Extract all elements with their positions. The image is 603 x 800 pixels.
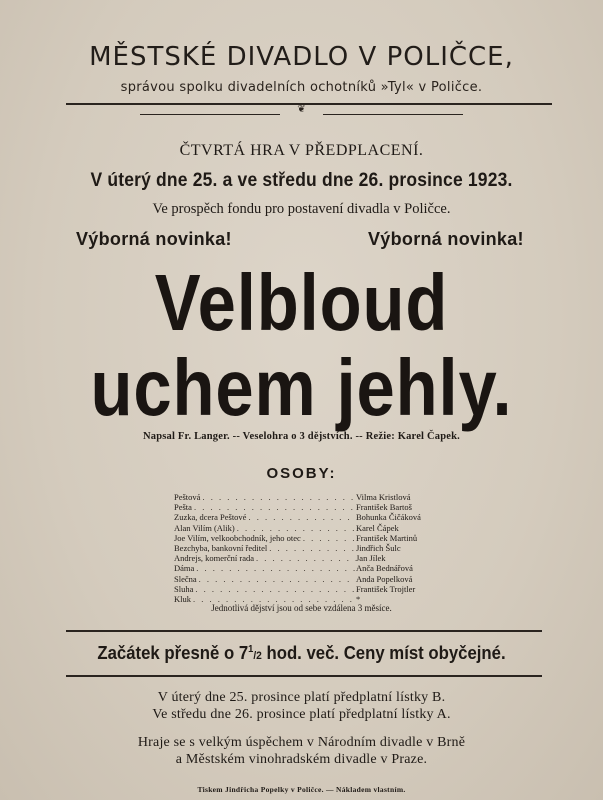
cast-leader-dots bbox=[193, 584, 356, 594]
cast-leader-dots bbox=[194, 563, 356, 573]
header-rule-right bbox=[323, 114, 463, 115]
cast-row bbox=[174, 492, 474, 502]
cast-heading: OSOBY: bbox=[266, 465, 337, 482]
cast-actor: František Bartoš bbox=[356, 502, 412, 513]
cast-actor: František Martinů bbox=[356, 532, 418, 543]
cast-actor: Anča Bednářová bbox=[356, 563, 413, 574]
cast-role: Dáma bbox=[174, 563, 195, 574]
cast-leader-dots bbox=[301, 533, 356, 543]
cast-row bbox=[174, 523, 474, 533]
cast-role: Slečna bbox=[174, 573, 197, 584]
cast-row bbox=[174, 563, 474, 573]
cast-row bbox=[174, 533, 474, 543]
cast-leader-dots bbox=[192, 502, 356, 512]
printer-imprint: Tiskem Jindřicha Popelky v Poličce. — Nákladem vlastním. bbox=[197, 785, 406, 794]
act-distance-note: Jednotlivá dějství jsou od sebe vzdálena 3 měsíce. bbox=[211, 603, 392, 613]
cast-row bbox=[174, 574, 474, 584]
start-fraction-den: /2 bbox=[253, 650, 262, 662]
cast-actor: Jan Jílek bbox=[356, 553, 386, 564]
cast-role: Zuzka, dcera Peštové bbox=[174, 512, 247, 523]
play-credits: Napsal Fr. Langer. -- Veselohra o 3 dějstvích. -- Režie: Karel Čapek. bbox=[142, 431, 460, 442]
cast-actor: Jindřich Šulc bbox=[356, 542, 401, 553]
cast-role: Kluk bbox=[174, 593, 191, 604]
series-heading: ČTVRTÁ HRA V PŘEDPLACENÍ. bbox=[179, 142, 424, 159]
cast-leader-dots bbox=[197, 574, 356, 584]
cast-actor: Karel Čápek bbox=[356, 522, 399, 533]
cast-actor: Vilma Kristlová bbox=[356, 492, 411, 502]
cast-row bbox=[174, 584, 474, 594]
start-rule-top bbox=[66, 630, 542, 632]
cast-role: Joe Vilím, velkoobchodník, jeho otec bbox=[174, 532, 301, 543]
start-text-after: hod. več. Ceny míst obyčejné. bbox=[261, 643, 506, 663]
cast-leader-dots bbox=[267, 543, 356, 553]
novelty-left: Výborná novinka! bbox=[76, 229, 232, 249]
theatre-name: MĚSTSKÉ DIVADLO V POLIČCE, bbox=[89, 42, 514, 72]
cast-leader-dots bbox=[246, 512, 356, 522]
theatre-subline: správou spolku divadelních ochotníků »Tyl« v Poličce. bbox=[120, 80, 483, 95]
success-line1: Hraje se s velkým úspěchem v Národním divadle v Brně bbox=[137, 735, 466, 750]
cast-role: Sluha bbox=[174, 583, 194, 594]
play-title-line1: Velbloud bbox=[154, 258, 449, 347]
ticket-info-line1: V úterý dne 25. prosince platí předplatní lístky B. bbox=[157, 690, 446, 705]
ornament-divider: ❦ bbox=[297, 104, 306, 115]
ticket-info-line2: Ve středu dne 26. prosince platí předplatní lístky A. bbox=[152, 707, 451, 722]
cast-leader-dots bbox=[235, 523, 356, 533]
cast-leader-dots bbox=[254, 553, 356, 563]
cast-role: Bezchyba, bankovní ředitel bbox=[174, 542, 268, 553]
cast-role: Alan Vilím (Alik) bbox=[174, 522, 235, 533]
cast-row bbox=[174, 543, 474, 553]
cast-actor: František Trojtler bbox=[356, 583, 416, 594]
cast-actor: * bbox=[356, 593, 361, 604]
start-text-before: Začátek přesně o 7 bbox=[97, 643, 249, 663]
novelty-right: Výborná novinka! bbox=[368, 229, 524, 249]
cast-role: Peštová bbox=[174, 492, 201, 502]
cast-leader-dots bbox=[200, 492, 356, 502]
cast-role: Andrejs, komerční rada bbox=[174, 553, 255, 564]
cast-row bbox=[174, 502, 474, 512]
cast-row bbox=[174, 553, 474, 563]
benefit-note: Ve prospěch fondu pro postavení divadla v Poličce. bbox=[152, 201, 451, 217]
start-time-line bbox=[21, 643, 582, 664]
cast-role: Pešta bbox=[174, 502, 192, 513]
performance-dates: V úterý dne 25. a ve středu dne 26. prosince 1923. bbox=[90, 170, 513, 191]
start-rule-bottom bbox=[66, 675, 542, 677]
cast-actor: Anda Popelková bbox=[356, 573, 413, 584]
cast-list bbox=[174, 492, 474, 604]
play-title-line2: uchem jehly. bbox=[90, 343, 513, 432]
cast-actor: Bohunka Čičáková bbox=[356, 512, 421, 523]
start-fraction-num: 1 bbox=[248, 644, 254, 655]
success-line2: a Městském vinohradském divadle v Praze. bbox=[175, 752, 428, 767]
header-rule-left bbox=[140, 114, 280, 115]
cast-row bbox=[174, 512, 474, 522]
